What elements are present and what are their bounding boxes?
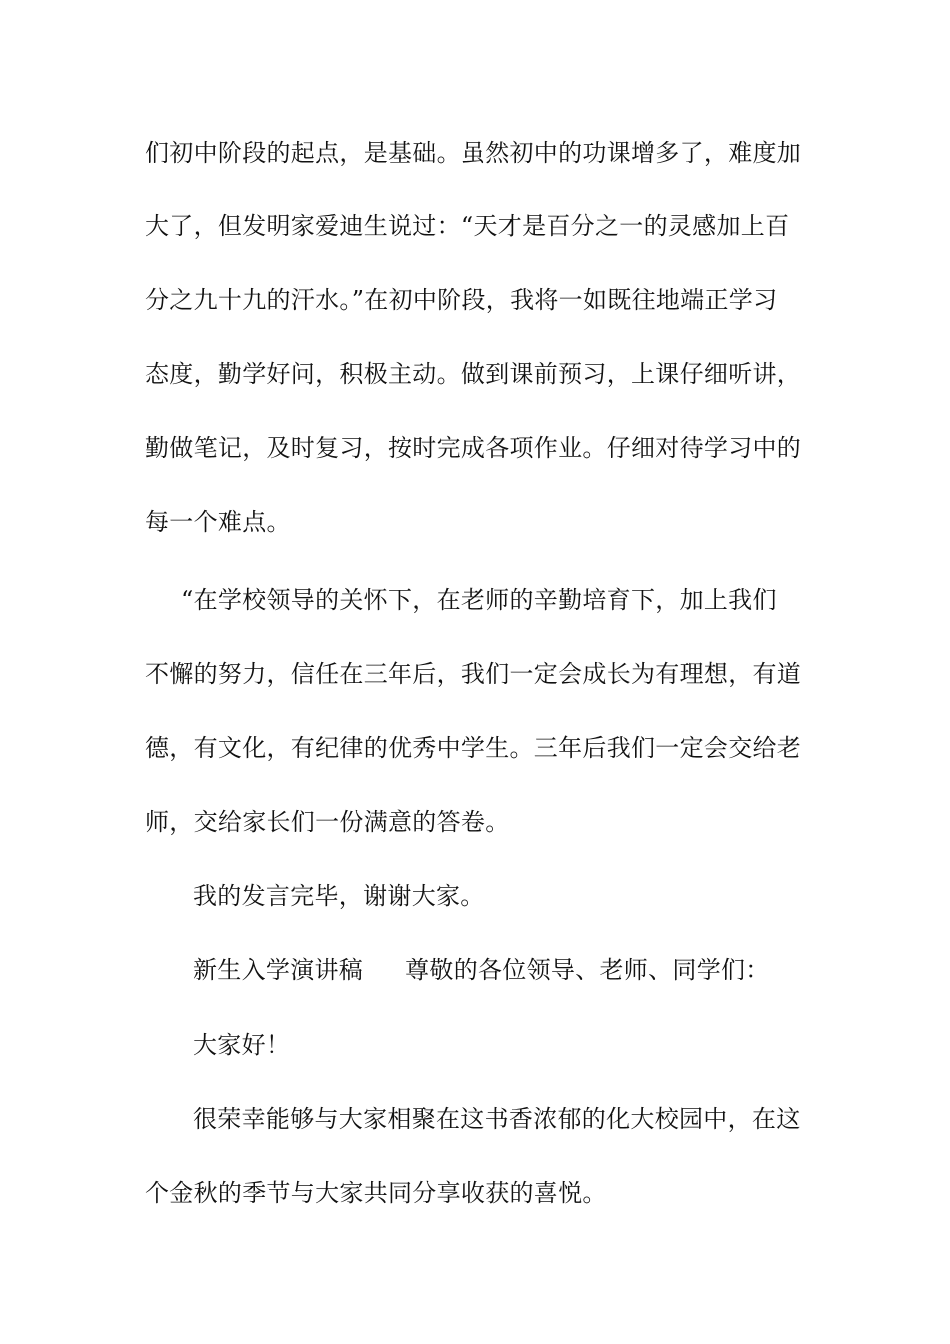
paragraph-line: 勤做笔记，及时复习，按时完成各项作业。仔细对待学习中的 <box>145 434 802 462</box>
paragraph-line: 师，交给家长们一份满意的答卷。 <box>145 808 510 836</box>
salutation: 尊敬的各位领导、老师、同学们： <box>405 956 770 984</box>
paragraph-line: 德，有文化，有纪律的优秀中学生。三年后我们一定会交给老 <box>145 734 802 762</box>
paragraph-line: 不懈的努力，信任在三年后，我们一定会成长为有理想，有道 <box>145 660 802 688</box>
heading-line <box>193 955 858 985</box>
paragraph-line: 每一个难点。 <box>145 508 291 536</box>
paragraph-line: “在学校领导的关怀下，在老师的辛勤培育下，加上我们 <box>181 586 777 614</box>
paragraph-line: 大了，但发明家爱迪生说过：“天才是百分之一的灵感加上百 <box>145 212 790 240</box>
paragraph-line: 我的发言完毕，谢谢大家。 <box>193 882 485 910</box>
paragraph-line: 分之九十九的汗水。”在初中阶段，我将一如既往地端正学习 <box>145 286 778 314</box>
paragraph-line: 们初中阶段的起点，是基础。虽然初中的功课增多了，难度加 <box>145 139 802 167</box>
paragraph-line: 个金秋的季节与大家共同分享收获的喜悦。 <box>145 1179 607 1207</box>
paragraph-line: 态度，勤学好问，积极主动。做到课前预习，上课仔细听讲， <box>145 360 802 388</box>
speech-title: 新生入学演讲稿 <box>193 956 364 984</box>
paragraph-line: 很荣幸能够与大家相聚在这书香浓郁的化大校园中，在这 <box>193 1105 801 1133</box>
greeting-line: 大家好！ <box>193 1031 291 1059</box>
